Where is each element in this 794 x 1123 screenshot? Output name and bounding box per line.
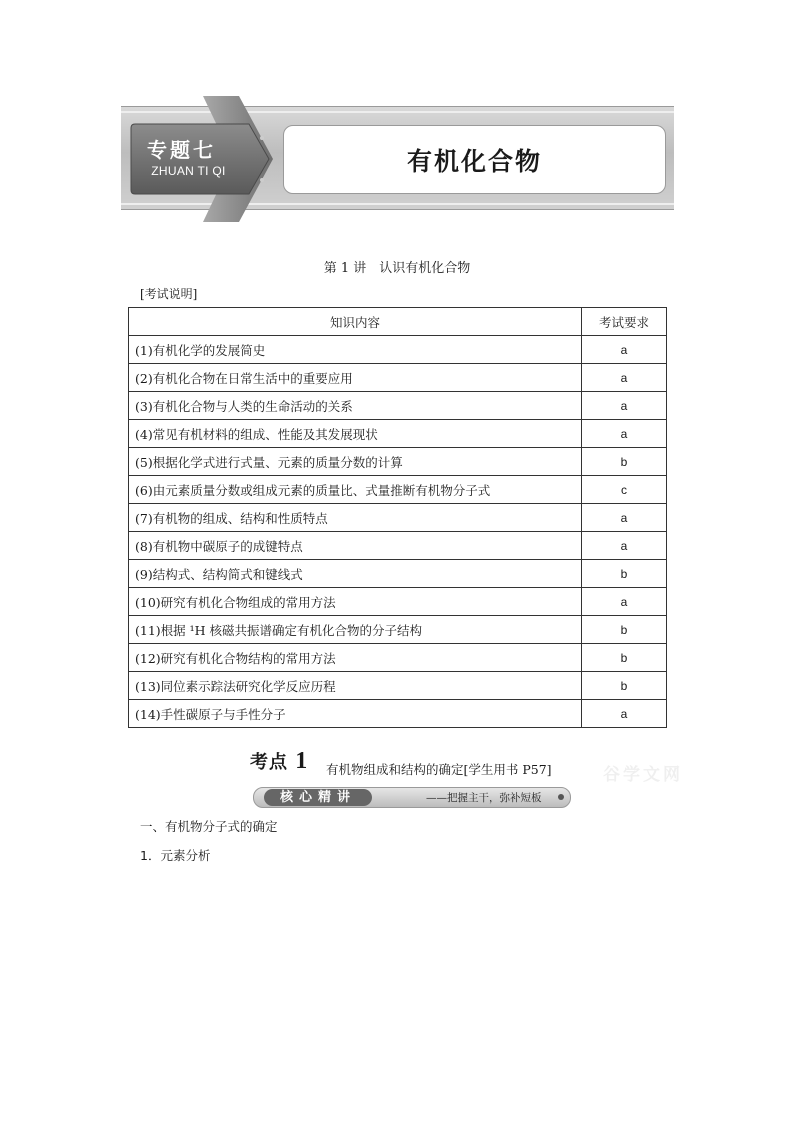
row-level: a <box>582 504 667 532</box>
row-level: a <box>582 588 667 616</box>
row-level: a <box>582 336 667 364</box>
table-body <box>129 336 667 728</box>
bullet-dot-icon <box>558 794 564 800</box>
kaodian-number: 1 <box>295 748 309 774</box>
row-level: c <box>582 476 667 504</box>
row-content: (2)有机化合物在日常生活中的重要应用 <box>129 364 582 392</box>
row-content: (9)结构式、结构简式和键线式 <box>129 560 582 588</box>
header-level: 考试要求 <box>582 308 667 336</box>
chapter-title: 有机化合物 <box>406 147 542 176</box>
table-row <box>129 504 667 532</box>
row-level: a <box>582 700 667 728</box>
row-content: (5)根据化学式进行式量、元素的质量分数的计算 <box>129 448 582 476</box>
heading-element-analysis: 1．元素分析 <box>140 848 211 863</box>
row-level: b <box>582 448 667 476</box>
exam-note-label: [考试说明] <box>140 287 198 301</box>
table-row <box>129 672 667 700</box>
table-row <box>129 448 667 476</box>
row-level: b <box>582 616 667 644</box>
row-content: (8)有机物中碳原子的成键特点 <box>129 532 582 560</box>
exam-requirements-table <box>128 307 667 728</box>
heading-molecular-formula: 一、有机物分子式的确定 <box>140 819 278 834</box>
table-row <box>129 644 667 672</box>
row-content: (12)研究有机化合物结构的常用方法 <box>129 644 582 672</box>
title-panel <box>283 125 666 194</box>
row-content: (13)同位素示踪法研究化学反应历程 <box>129 672 582 700</box>
table-row <box>129 532 667 560</box>
badge-title: 专题七 <box>147 138 216 162</box>
row-content: (6)由元素质量分数或组成元素的质量比、式量推断有机物分子式 <box>129 476 582 504</box>
row-content: (4)常见有机材料的组成、性能及其发展现状 <box>129 420 582 448</box>
row-level: a <box>582 364 667 392</box>
watermark: 谷学文网 <box>603 765 683 785</box>
kaodian-title: 有机物组成和结构的确定[学生用书 P57] <box>326 762 552 777</box>
row-content: (10)研究有机化合物组成的常用方法 <box>129 588 582 616</box>
table-row <box>129 560 667 588</box>
table-row <box>129 476 667 504</box>
table-row <box>129 700 667 728</box>
kaodian-heading <box>250 748 308 775</box>
row-content: (11)根据 ¹H 核磁共振谱确定有机化合物的分子结构 <box>129 616 582 644</box>
row-level: a <box>582 420 667 448</box>
table-row <box>129 420 667 448</box>
row-level: a <box>582 532 667 560</box>
row-level: a <box>582 392 667 420</box>
core-lecture-bar <box>253 787 571 808</box>
row-level: b <box>582 644 667 672</box>
table-header-row <box>129 308 667 336</box>
row-content: (14)手性碳原子与手性分子 <box>129 700 582 728</box>
kaodian-label: 考点 <box>250 752 288 773</box>
core-label: 核心精讲 <box>279 790 356 805</box>
chapter-banner <box>121 96 674 222</box>
table-row <box>129 364 667 392</box>
row-content: (3)有机化合物与人类的生命活动的关系 <box>129 392 582 420</box>
row-content: (7)有机物的组成、结构和性质特点 <box>129 504 582 532</box>
row-level: b <box>582 672 667 700</box>
table-row <box>129 588 667 616</box>
header-content: 知识内容 <box>129 308 582 336</box>
row-content: (1)有机化学的发展简史 <box>129 336 582 364</box>
row-level: b <box>582 560 667 588</box>
lecture-title: 第 1 讲 认识有机化合物 <box>323 261 471 276</box>
table-row <box>129 392 667 420</box>
badge-subtitle: ZHUAN TI QI <box>151 164 226 178</box>
core-subtitle: ——把握主干，弥补短板 <box>426 792 542 804</box>
table-row <box>129 336 667 364</box>
table-row <box>129 616 667 644</box>
